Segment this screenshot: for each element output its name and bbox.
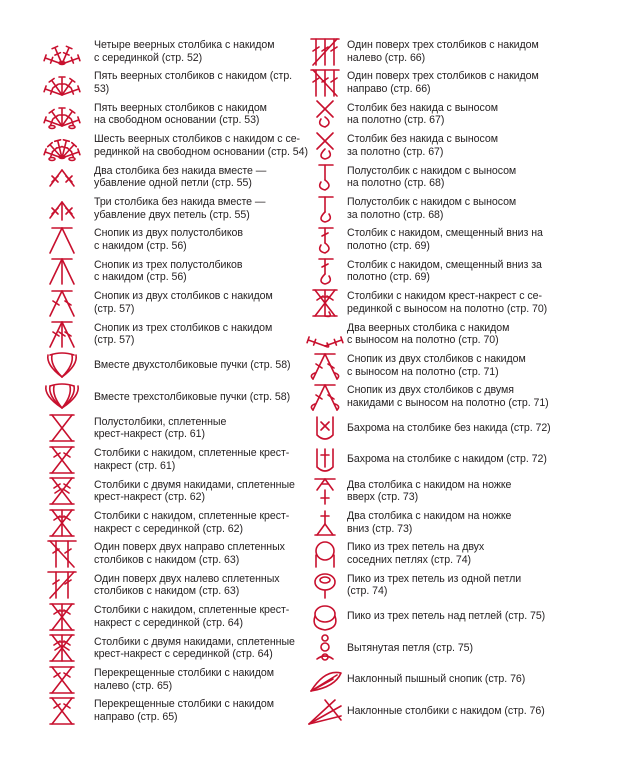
symbol-entry <box>40 632 310 663</box>
symbol-entry <box>305 319 605 350</box>
symbol-entry <box>305 413 605 444</box>
picot-3-adjacent-icon <box>305 539 345 569</box>
symbol-entry <box>40 224 310 255</box>
symbol-entry <box>305 570 605 601</box>
symbol-description: Снопик из трех полустолбиков с накидом (стр. 56) <box>94 258 243 284</box>
dc-on-stem-up-icon <box>305 476 345 506</box>
sc-fringe-icon <box>305 413 345 443</box>
symbol-description: Шесть веерных столбиков с накидом с се- рединкой на свободном основании (стр. 54) <box>94 133 308 158</box>
symbol-entry <box>305 256 605 287</box>
symbol-description: Снопик из двух столбиков с двумя накидами с выносом на полотно (стр. 71) <box>347 384 549 409</box>
dc-crossed-center-2-icon <box>40 602 84 632</box>
picot-3-one-loop-icon <box>305 570 345 600</box>
sc-back-post-icon <box>305 131 345 161</box>
symbol-description: Столбики с накидом, сплетенные крест- накрест с серединкой (стр. 64) <box>94 604 290 629</box>
symbol-entry <box>305 130 605 161</box>
symbol-entry <box>305 193 605 224</box>
symbol-description: Пико из трех петель над петлей (стр. 75) <box>347 610 546 623</box>
symbol-entry <box>305 381 605 412</box>
slanted-dc-icon <box>305 696 345 726</box>
sc2tog-icon <box>40 162 84 192</box>
symbol-description: Столбик с накидом, смещенный вниз на полотно (стр. 69) <box>347 227 543 253</box>
symbol-description: Пико из трех петель на двух соседних петлях (стр. 74) <box>347 541 485 566</box>
symbol-entry <box>40 67 310 98</box>
symbol-description: Снопик из двух столбиков с накидом с выносом на полотно (стр. 71) <box>347 353 526 378</box>
symbol-entry <box>40 319 310 350</box>
symbol-entry <box>40 36 310 67</box>
symbol-entry <box>305 36 605 67</box>
dc-fringe-icon <box>305 445 345 475</box>
symbol-description: Пять веерных столбиков с накидом на свободном основании (стр. 53) <box>94 101 267 127</box>
symbol-description: Пять веерных столбиков с накидом (стр. 53) <box>94 70 293 96</box>
symbol-description: Столбики с двумя накидами, сплетенные крест-накрест (стр. 62) <box>94 478 295 504</box>
symbol-description: Вытянутая петля (стр. 75) <box>347 641 473 654</box>
symbol-entry <box>40 130 310 161</box>
symbol-description: Снопик из двух столбиков с накидом (стр. 57) <box>94 290 273 315</box>
symbol-description: Снопик из трех столбиков с накидом (стр. 57) <box>94 321 273 347</box>
hdc-front-post-icon <box>305 162 345 192</box>
dc-crossed-center-icon <box>40 508 84 538</box>
symbol-description: Два столбика с накидом на ножке вниз (стр. 73) <box>347 509 512 535</box>
symbol-description: Столбики с накидом, сплетенные крест- накрест (стр. 61) <box>94 447 290 472</box>
sc3tog-icon <box>40 194 84 224</box>
symbol-entry <box>305 287 605 318</box>
fan-2-dc-post-icon <box>305 319 345 349</box>
symbol-entry <box>40 381 310 412</box>
crossed-dc-left-icon <box>40 665 84 695</box>
symbol-description: Бахрома на столбике с накидом (стр. 72) <box>347 453 547 466</box>
symbol-entry <box>305 99 605 130</box>
symbol-description: Пико из трех петель из одной петли (стр. 74) <box>347 572 522 598</box>
symbol-entry <box>40 444 310 475</box>
one-over-three-left-icon <box>305 37 345 67</box>
symbol-entry <box>40 507 310 538</box>
symbol-entry <box>40 99 310 130</box>
symbol-entry <box>305 162 605 193</box>
right-column <box>305 36 605 727</box>
symbol-description: Перекрещенные столбики с накидом направо (стр. 65) <box>94 698 274 723</box>
left-column <box>40 36 310 727</box>
symbol-entry <box>40 570 310 601</box>
fan-4-double-crochet-center-icon <box>40 37 84 67</box>
symbol-description: Вместе двухстолбиковые пучки (стр. 58) <box>94 359 291 372</box>
one-over-two-left-icon <box>40 570 84 600</box>
hdc3-cluster-icon <box>40 256 84 286</box>
dc-crossed-icon <box>40 445 84 475</box>
hdc-crossed-icon <box>40 413 84 443</box>
symbol-description: Столбик с накидом, смещенный вниз за полотно (стр. 69) <box>347 258 542 284</box>
symbol-description: Столбик без накида с выносом на полотно (стр. 67) <box>347 101 498 127</box>
symbol-entry <box>40 475 310 506</box>
symbol-description: Один поверх трех столбиков с накидом направо (стр. 66) <box>347 70 539 96</box>
symbol-description: Столбики с двумя накидами, сплетенные крест-накрест с серединкой (стр. 64) <box>94 635 295 661</box>
symbol-entry <box>40 538 310 569</box>
one-over-two-right-icon <box>40 539 84 569</box>
elongated-loop-icon <box>305 633 345 663</box>
fan-5-double-crochet-icon <box>40 68 84 98</box>
symbol-entry <box>40 193 310 224</box>
symbol-description: Перекрещенные столбики с накидом налево (стр. 65) <box>94 666 274 692</box>
dc-back-post-down-icon <box>305 256 345 286</box>
symbol-entry <box>305 632 605 663</box>
symbol-entry <box>40 695 310 726</box>
tr-crossed-center-icon <box>40 633 84 663</box>
tr-crossed-icon <box>40 476 84 506</box>
symbol-description: Наклонные столбики с накидом (стр. 76) <box>347 704 545 717</box>
symbol-description: Столбик без накида с выносом за полотно (стр. 67) <box>347 133 498 158</box>
symbol-description: Полустолбики, сплетенные крест-накрест (стр. 61) <box>94 415 227 441</box>
one-over-three-right-icon <box>305 68 345 98</box>
symbol-entry <box>305 601 605 632</box>
symbol-entry <box>40 664 310 695</box>
symbol-entry <box>305 224 605 255</box>
symbol-entry <box>305 695 605 726</box>
tr2-cluster-post-icon <box>305 382 345 412</box>
symbol-description: Полустолбик с накидом с выносом на полотно (стр. 68) <box>347 164 517 190</box>
symbol-entry <box>40 350 310 381</box>
symbol-entry <box>40 601 310 632</box>
symbol-description: Столбики с накидом, сплетенные крест- накрест с серединкой (стр. 62) <box>94 509 290 535</box>
symbol-description: Четыре веерных столбика с накидом с серединкой (стр. 52) <box>94 39 275 64</box>
picot-3-over-loop-icon <box>305 602 345 632</box>
symbol-description: Столбики с накидом крест-накрест с се- рединкой с выносом на полотно (стр. 70) <box>347 290 548 315</box>
symbol-description: Вместе трехстолбиковые пучки (стр. 58) <box>94 390 291 403</box>
symbol-entry <box>40 413 310 444</box>
hdc2-cluster-icon <box>40 225 84 255</box>
dc-crossed-front-post-icon <box>305 288 345 318</box>
fan-5-free-base-icon <box>40 99 84 129</box>
crossed-dc-right-icon <box>40 696 84 726</box>
symbol-entry <box>305 444 605 475</box>
symbol-description: Наклонный пышный снопик (стр. 76) <box>347 673 526 686</box>
symbol-description: Один поверх двух направо сплетенных столбиков с накидом (стр. 63) <box>94 541 285 566</box>
symbol-description: Два веерных столбика с накидом с выносом на полотно (стр. 70) <box>347 321 510 347</box>
symbol-entry <box>305 67 605 98</box>
slanted-puff-icon <box>305 665 345 695</box>
symbol-description: Полустолбик с накидом с выносом за полотно (стр. 68) <box>347 196 517 221</box>
dc2-cluster-icon <box>40 288 84 318</box>
symbol-description: Два столбика без накида вместе — убавление одной петли (стр. 55) <box>94 164 267 190</box>
symbol-description: Один поверх трех столбиков с накидом налево (стр. 66) <box>347 39 539 64</box>
symbol-entry <box>305 350 605 381</box>
symbol-entry <box>305 664 605 695</box>
dc-on-stem-down-icon <box>305 508 345 538</box>
sc-front-post-icon <box>305 99 345 129</box>
dc3-cluster-icon <box>40 319 84 349</box>
symbol-entry <box>40 287 310 318</box>
fan-6-free-base-icon <box>40 131 84 161</box>
symbol-description: Один поверх двух налево сплетенных столбиков с накидом (стр. 63) <box>94 572 280 598</box>
dc-front-post-down-icon <box>305 225 345 255</box>
symbol-description: Три столбика без накида вместе — убавление двух петель (стр. 55) <box>94 196 266 221</box>
symbol-entry <box>305 538 605 569</box>
hdc-back-post-icon <box>305 194 345 224</box>
symbol-description: Бахрома на столбике без накида (стр. 72) <box>347 422 551 435</box>
dc2-cluster-post-icon <box>305 351 345 381</box>
symbol-entry <box>40 162 310 193</box>
symbol-entry <box>305 475 605 506</box>
symbol-description: Два столбика с накидом на ножке вверх (стр. 73) <box>347 478 512 504</box>
dc2-puff-together-icon <box>40 351 84 381</box>
dc3-puff-together-icon <box>40 382 84 412</box>
symbol-description: Снопик из двух полустолбиков с накидом (стр. 56) <box>94 227 243 253</box>
symbol-entry <box>305 507 605 538</box>
symbol-entry <box>40 256 310 287</box>
